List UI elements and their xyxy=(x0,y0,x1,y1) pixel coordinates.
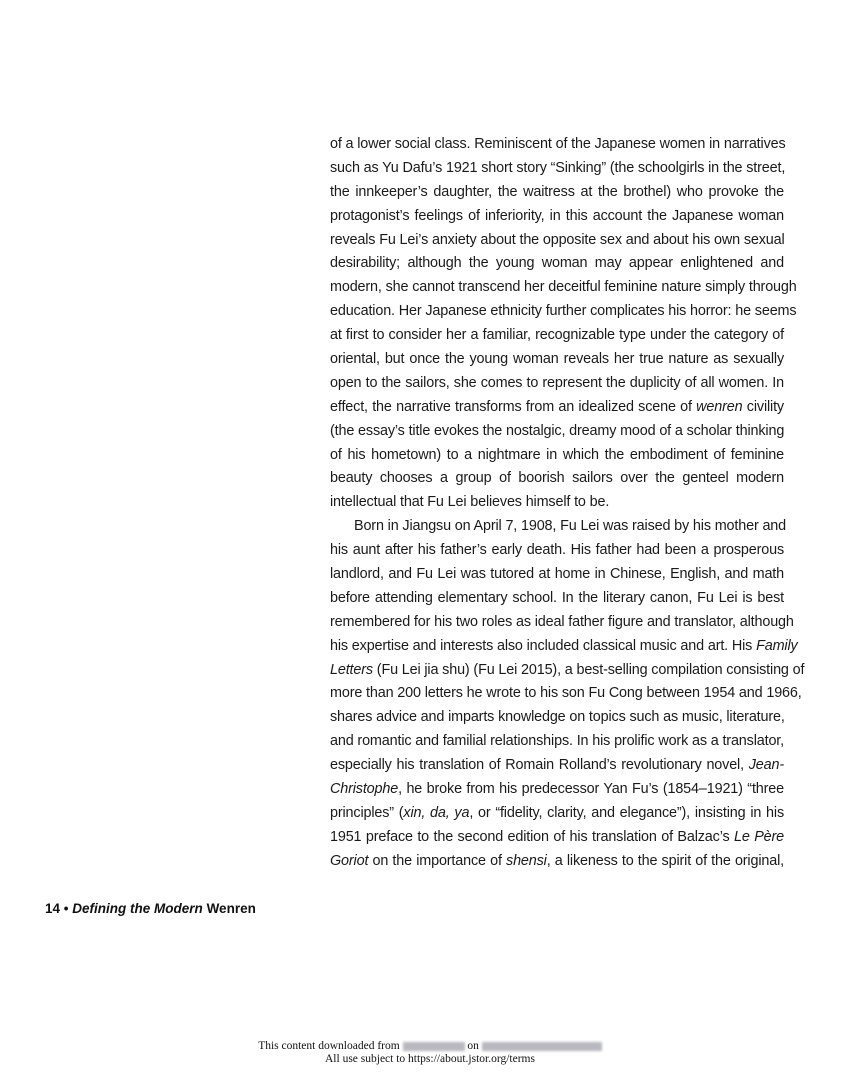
text-run: Born in Jiangsu on April 7, 1908, Fu Lei was raised by his mother and xyxy=(354,518,787,535)
italic-text: Letters xyxy=(330,661,373,678)
text-line xyxy=(330,372,784,396)
text-line xyxy=(330,706,784,730)
text-run: , a likeness to the spirit of the original, xyxy=(546,852,784,869)
text-run: especially his translation of Romain Rolland’s revolutionary novel, xyxy=(330,757,749,774)
jstor-terms-line: All use subject to https://about.jstor.org/terms xyxy=(325,1053,535,1065)
text-run: before attending elementary school. In the literary canon, Fu Lei is best xyxy=(330,589,784,606)
bullet: • xyxy=(63,901,69,916)
redacted-date xyxy=(482,1042,602,1051)
text-run: principles” ( xyxy=(330,804,404,821)
text-line xyxy=(330,730,784,754)
italic-text: xin, da, ya xyxy=(403,804,470,821)
on-text: on xyxy=(467,1040,479,1052)
text-run: landlord, and Fu Lei was tutored at home in Chinese, English, and math xyxy=(330,566,784,583)
italic-text: Le Père xyxy=(734,828,785,845)
body-text xyxy=(330,133,805,874)
text-line xyxy=(330,778,784,802)
text-line xyxy=(330,133,784,157)
text-run: , he broke from his predecessor Yan Fu’s (1854–1921) “three xyxy=(398,781,784,798)
italic-text: Jean- xyxy=(748,757,784,774)
text-run: such as Yu Dafu’s 1921 short story “Sinking” (the schoolgirls in the street, xyxy=(330,159,786,176)
text-run: open to the sailors, she comes to represent the duplicity of all women. In xyxy=(330,374,784,391)
text-line xyxy=(330,659,805,683)
text-line xyxy=(330,611,794,635)
text-line xyxy=(330,850,784,874)
text-run: civility xyxy=(742,398,784,415)
text-run: , or “fidelity, clarity, and elegance”), insisting in his xyxy=(469,804,784,821)
text-line xyxy=(330,181,784,205)
text-line xyxy=(330,276,797,300)
text-line xyxy=(330,467,784,491)
text-run: his aunt after his father’s early death. His father had been a prosperous xyxy=(330,542,784,559)
text-run: (the essay’s title evokes the nostalgic, dreamy mood of a scholar thinking xyxy=(330,422,785,439)
text-line xyxy=(330,300,797,324)
text-line xyxy=(330,348,784,372)
text-run: beauty chooses a group of boorish sailors over the genteel modern xyxy=(330,470,784,487)
download-text: This content downloaded from xyxy=(258,1040,400,1052)
italic-text: Christophe xyxy=(330,781,399,798)
text-run: modern, she cannot transcend her deceitful feminine nature simply through xyxy=(330,279,797,296)
text-run: on the importance of xyxy=(368,852,507,869)
book-title-roman: Wenren xyxy=(206,901,256,916)
text-run: oriental, but once the young woman reveals her true nature as sexually xyxy=(330,351,784,368)
text-run: and romantic and familial relationships. In his prolific work as a translator, xyxy=(330,733,784,750)
text-line xyxy=(330,396,784,420)
book-title-italic: Defining the Modern xyxy=(72,901,203,916)
text-line xyxy=(330,420,784,444)
text-line xyxy=(330,324,784,348)
text-line xyxy=(330,635,798,659)
text-line xyxy=(330,515,787,539)
text-line xyxy=(330,229,784,253)
redacted-ip xyxy=(403,1042,465,1051)
text-run: more than 200 letters he wrote to his son Fu Cong between 1954 and 1966, xyxy=(330,685,802,702)
text-line xyxy=(330,563,784,587)
text-run: shares advice and imparts knowledge on topics such as music, literature, xyxy=(330,709,785,726)
text-line xyxy=(330,587,784,611)
text-run: his expertise and interests also included classical music and art. His xyxy=(330,637,757,654)
text-run: protagonist’s feelings of inferiority, in this account the Japanese woman xyxy=(330,207,784,224)
text-run: education. Her Japanese ethnicity further complicates his horror: he seems xyxy=(330,303,797,320)
text-run: effect, the narrative transforms from an idealized scene of xyxy=(330,398,697,415)
text-run: of a lower social class. Reminiscent of the Japanese women in narratives xyxy=(330,136,786,152)
text-run: remembered for his two roles as ideal father figure and translator, although xyxy=(330,613,794,630)
text-line xyxy=(330,682,802,706)
text-run: 1951 preface to the second edition of his translation of Balzac’s xyxy=(330,828,735,845)
text-line xyxy=(330,205,784,229)
text-line xyxy=(330,157,784,181)
text-line xyxy=(330,444,784,468)
italic-text: shensi xyxy=(506,852,547,869)
text-line xyxy=(330,491,784,515)
text-line xyxy=(330,754,784,778)
text-run: desirability; although the young woman may appear enlightened and xyxy=(330,255,784,272)
italic-text: Family xyxy=(756,637,798,654)
text-run: at first to consider her a familiar, recognizable type under the category of xyxy=(330,327,784,344)
jstor-notice xyxy=(0,1040,860,1066)
text-line xyxy=(330,826,784,850)
text-run: the innkeeper’s daughter, the waitress at the brothel) who provoke the xyxy=(330,183,784,200)
text-run: intellectual that Fu Lei believes himself to be. xyxy=(330,494,610,511)
italic-text: Goriot xyxy=(330,852,369,869)
page-number: 14 xyxy=(45,901,61,916)
text-line xyxy=(330,539,784,563)
jstor-download-line xyxy=(0,1040,860,1053)
italic-text: wenren xyxy=(696,398,743,415)
text-line xyxy=(330,802,784,826)
running-footer xyxy=(45,901,256,916)
text-run: (Fu Lei jia shu) (Fu Lei 2015), a best-selling compilation consisting of xyxy=(372,661,805,678)
text-run: of his hometown) to a nightmare in which the embodiment of feminine xyxy=(330,446,784,463)
text-line xyxy=(330,252,784,276)
text-run: reveals Fu Lei’s anxiety about the opposite sex and about his own sexual xyxy=(330,231,785,248)
